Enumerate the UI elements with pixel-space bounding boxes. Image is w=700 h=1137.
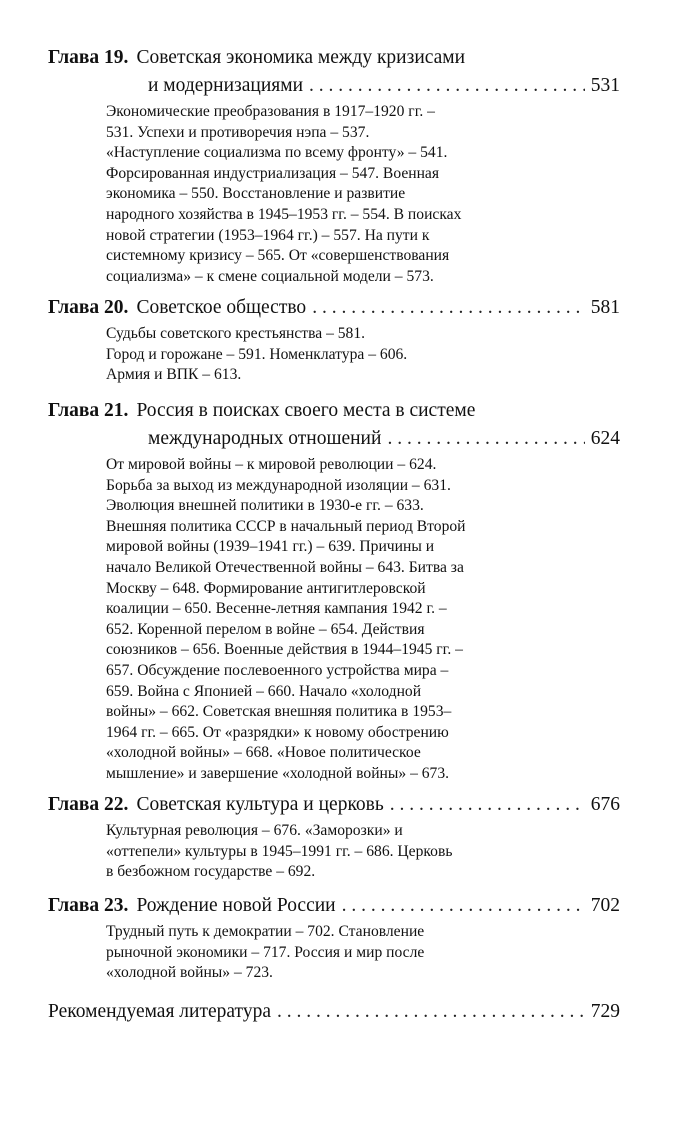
chapter-title: Советская культура и церковь bbox=[136, 794, 384, 815]
chapter-page: 531 bbox=[590, 75, 620, 96]
subsection-line: Экономические преобразования в 1917–1920 гг. – bbox=[106, 103, 435, 120]
subsection-line: Москву – 648. Формирование антигитлеровской bbox=[106, 579, 426, 597]
chapter-page: 702 bbox=[590, 895, 620, 916]
subsection-line: Внешняя политика СССР в начальный период Второй bbox=[106, 517, 466, 535]
literature-title: Рекомендуемая литература bbox=[48, 1001, 271, 1022]
chapter-label: Глава 23. bbox=[48, 895, 129, 916]
subsection-line: социализма» – к смене социальной модели – 573. bbox=[106, 267, 434, 285]
subsection-line: коалиции – 650. Весенне-летняя кампания 1942 г. – bbox=[106, 600, 447, 618]
subsection-line: войны» – 662. Советская внешняя политика в 1953– bbox=[106, 703, 452, 721]
chapter-label: Глава 20. bbox=[48, 297, 129, 318]
dot-leader bbox=[309, 72, 585, 100]
subsection-line: начало Великой Отечественной войны – 643. Битва за bbox=[106, 558, 464, 576]
subsection-line: 652. Коренной перелом в войне – 654. Действия bbox=[106, 620, 425, 638]
subsection-line: Культурная революция – 676. «Заморозки» и bbox=[106, 822, 403, 839]
subsection-line: Борьба за выход из международной изоляции – 631. bbox=[106, 476, 451, 494]
subsection-line: союзников – 656. Военные действия в 1944–1945 гг. – bbox=[106, 641, 463, 659]
subsection-line: «оттепели» культуры в 1945–1991 гг. – 686. Церковь bbox=[106, 842, 453, 860]
subsection-line: 531. Успехи и противоречия нэпа – 537. bbox=[106, 123, 370, 141]
chapter-title-cont: и модернизациями bbox=[148, 75, 304, 96]
subsection-line: От мировой войны – к мировой революции – 624. bbox=[106, 456, 437, 473]
literature-page: 729 bbox=[590, 1001, 620, 1022]
subsection-line: мировой войны (1939–1941 гг.) – 639. Причины и bbox=[106, 538, 435, 556]
chapter-title: Россия в поисках своего места в системе bbox=[136, 400, 476, 421]
chapter-page: 624 bbox=[590, 428, 620, 449]
chapter-title: Советская экономика между кризисами bbox=[136, 47, 466, 68]
dot-leader bbox=[390, 791, 585, 819]
dot-leader bbox=[342, 892, 585, 920]
subsection-line: 659. Война с Японией – 660. Начало «холодной bbox=[106, 682, 422, 700]
subsection-line: Эволюция внешней политики в 1930-е гг. – 633. bbox=[106, 497, 424, 515]
chapter-label: Глава 19. bbox=[48, 47, 129, 68]
subsection-line: «холодной войны» – 723. bbox=[106, 964, 273, 982]
dot-leader bbox=[312, 294, 585, 322]
dot-leader bbox=[387, 425, 584, 453]
dot-leader bbox=[277, 998, 585, 1026]
subsection-line: экономика – 550. Восстановление и развитие bbox=[106, 185, 406, 203]
subsection-line: Армия и ВПК – 613. bbox=[106, 366, 242, 384]
chapter-label: Глава 21. bbox=[48, 400, 129, 421]
subsection-line: в безбожном государстве – 692. bbox=[106, 863, 316, 881]
subsection-line: Форсированная индустриализация – 547. Военная bbox=[106, 164, 440, 182]
chapter-page: 676 bbox=[590, 794, 620, 815]
chapter-19 bbox=[48, 44, 620, 287]
chapter-title: Советское общество bbox=[136, 297, 307, 318]
chapter-20 bbox=[48, 294, 620, 386]
subsection-line: новой стратегии (1953–1964 гг.) – 557. На пути к bbox=[106, 226, 430, 244]
chapter-label: Глава 22. bbox=[48, 794, 129, 815]
chapter-23 bbox=[48, 892, 620, 984]
subsection-line: системному кризису – 565. От «совершенствования bbox=[106, 247, 450, 265]
subsection-line: 657. Обсуждение послевоенного устройства мира – bbox=[106, 661, 449, 679]
chapter-22 bbox=[48, 791, 620, 883]
chapter-title: Рождение новой России bbox=[136, 895, 336, 916]
subsection-line: Судьбы советского крестьянства – 581. bbox=[106, 325, 366, 342]
chapter-page: 581 bbox=[590, 297, 620, 318]
subsection-line: Трудный путь к демократии – 702. Становление bbox=[106, 923, 425, 940]
subsection-line: Город и горожане – 591. Номенклатура – 606. bbox=[106, 345, 408, 363]
subsection-line: 1964 гг. – 665. От «разрядки» к новому обострению bbox=[106, 723, 449, 741]
subsection-line: «Наступление социализма по всему фронту» – 541. bbox=[106, 144, 448, 162]
recommended-literature bbox=[48, 998, 620, 1026]
subsection-line: «холодной войны» – 668. «Новое политическое bbox=[106, 744, 421, 762]
chapter-21 bbox=[48, 397, 620, 785]
subsection-line: народного хозяйства в 1945–1953 гг. – 554. В поисках bbox=[106, 205, 462, 223]
subsection-line: мышление» и завершение «холодной войны» – 673. bbox=[106, 764, 450, 782]
subsection-line: рыночной экономики – 717. Россия и мир после bbox=[106, 943, 425, 961]
chapter-title-cont: международных отношений bbox=[148, 428, 382, 449]
